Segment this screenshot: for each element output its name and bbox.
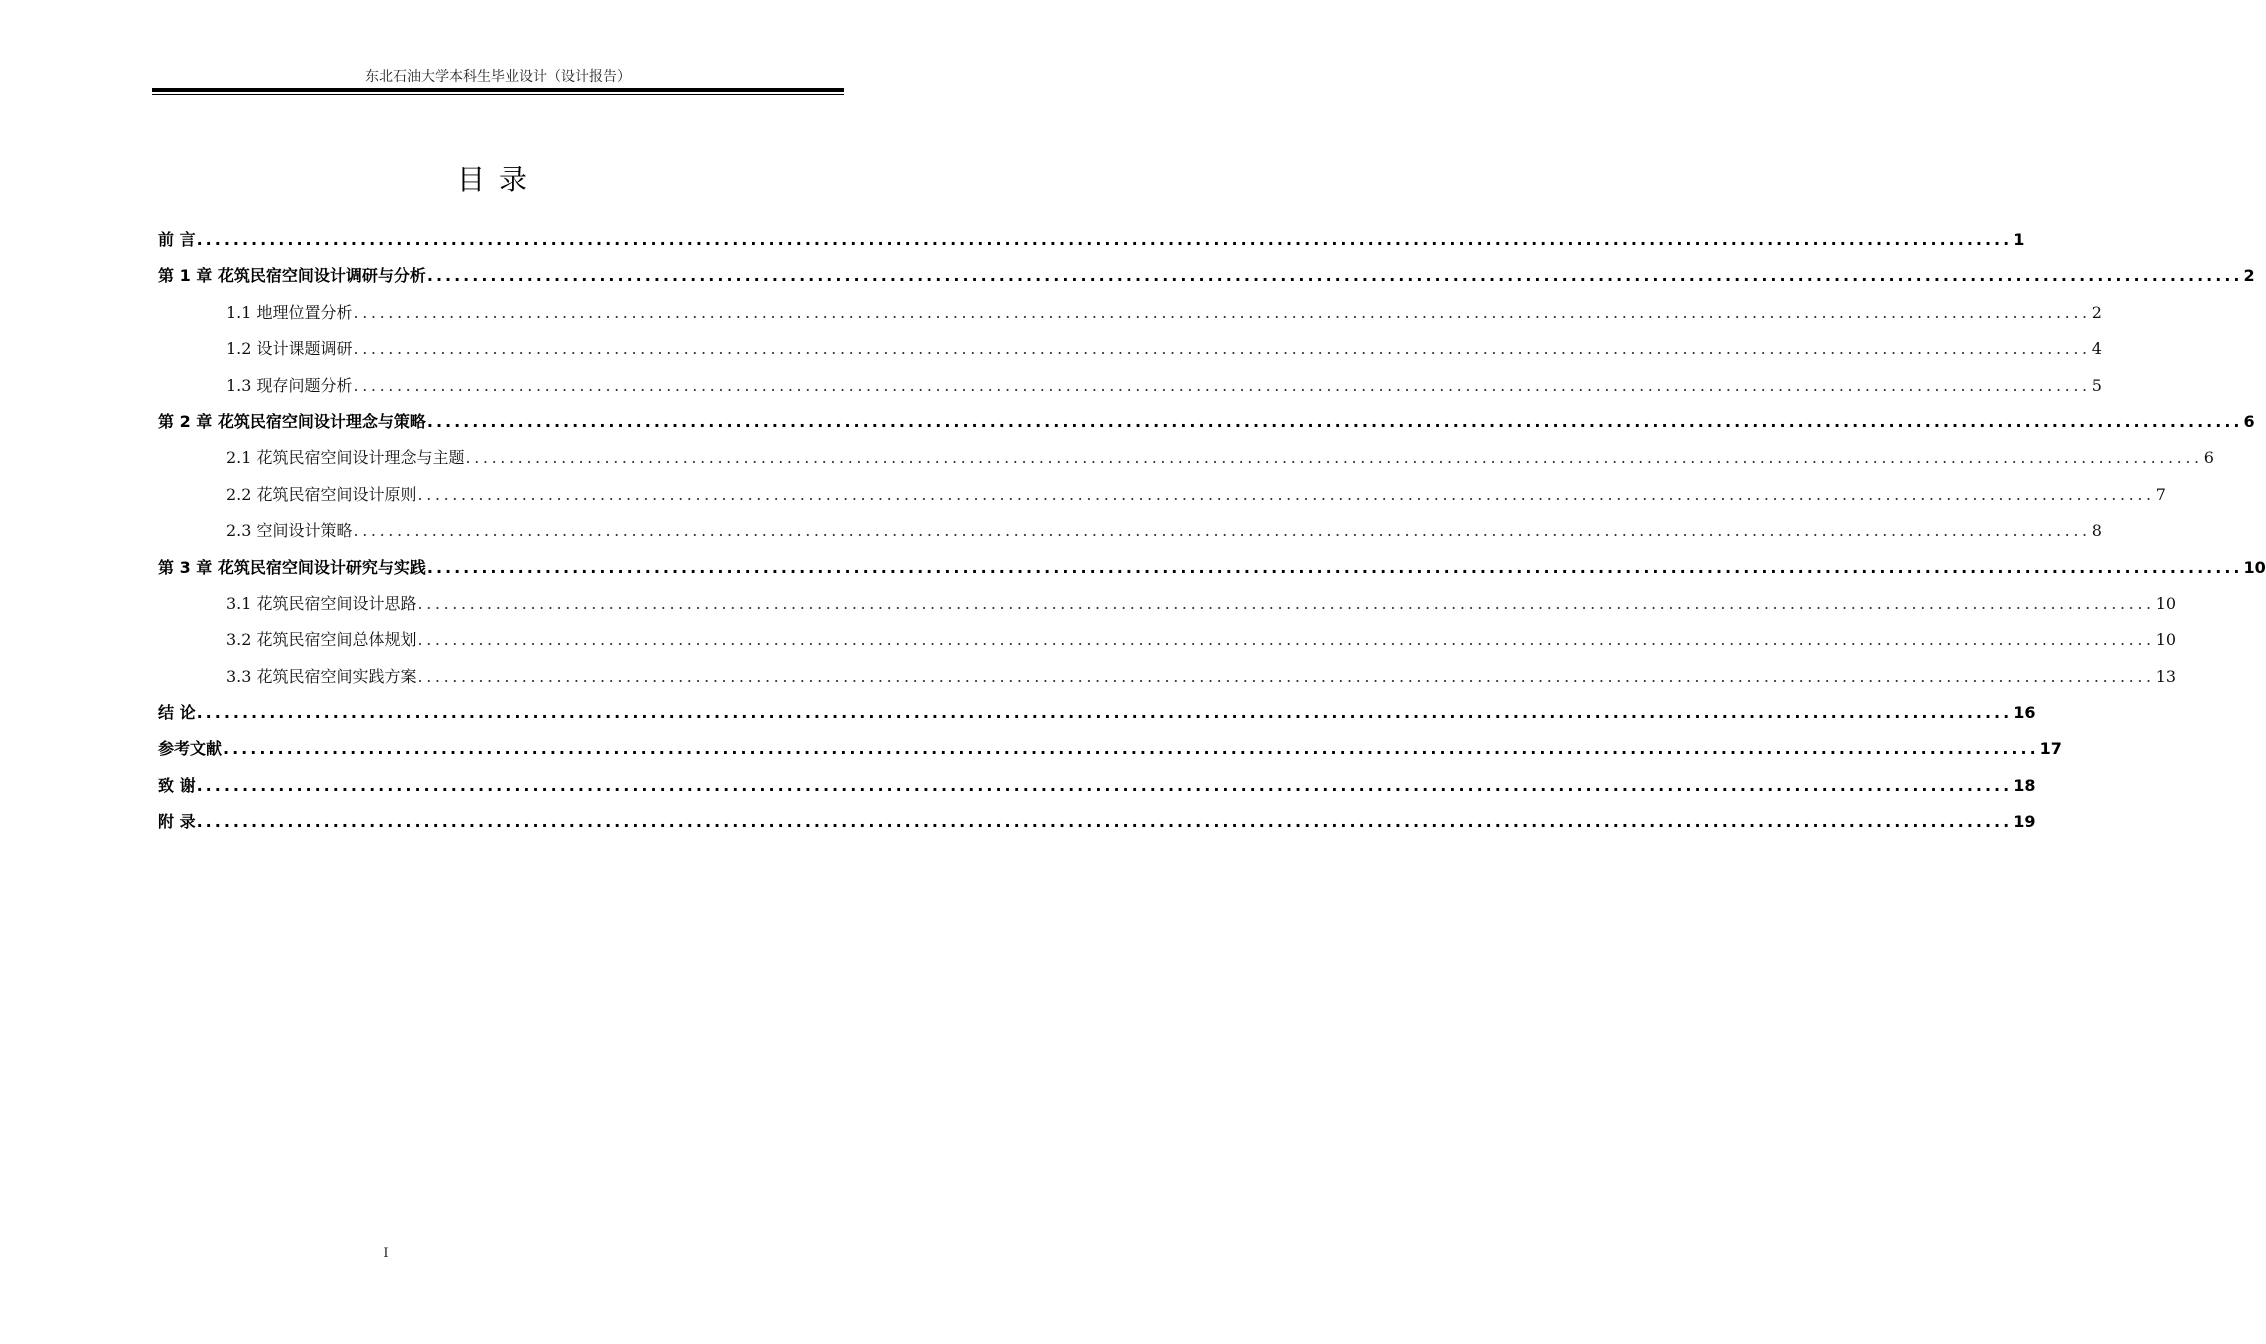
toc-leader-dots: ........................................................................................................................................................................................................ (417, 630, 2155, 650)
toc-leader-dots: ........................................................................................................................................................................................................ (417, 484, 2155, 504)
toc-entry-label: 结 论 (158, 703, 196, 723)
toc-entry-label: 3.2 花筑民宿空间总体规划 (226, 630, 417, 650)
toc-leader-dots: ........................................................................................................................................................................................................ (426, 411, 2243, 431)
toc-entry-page-number: 10 (2243, 557, 2266, 577)
toc-entry-label: 第 3 章 花筑民宿空间设计研究与实践 (158, 557, 426, 577)
header-rule-thick (152, 88, 844, 92)
toc-entry-page-number: 4 (2091, 339, 2102, 359)
toc-leader-dots: ........................................................................................................................................................................................................ (426, 557, 2243, 577)
toc-entry-page-number: 1 (2013, 230, 2025, 249)
toc-entry-label: 2.2 花筑民宿空间设计原则 (226, 484, 417, 504)
toc-leader-dots: ........................................................................................................................................................................................................ (196, 703, 2013, 723)
toc-entry[interactable] (158, 699, 2036, 735)
toc-entry-label: 3.3 花筑民宿空间实践方案 (226, 666, 417, 686)
toc-leader-dots: ........................................................................................................................................................................................................ (353, 302, 2091, 322)
toc-entry-page-number: 13 (2155, 666, 2177, 686)
toc-entry-page-number: 6 (2243, 411, 2255, 431)
toc-entry[interactable] (158, 444, 2214, 480)
toc-entry-page-number: 16 (2013, 703, 2036, 723)
toc-entry-label: 第 2 章 花筑民宿空间设计理念与策略 (158, 411, 426, 431)
toc-entry-label: 参考文献 (158, 739, 223, 759)
toc-entry-page-number: 19 (2013, 812, 2036, 832)
toc-leader-dots: ........................................................................................................................................................................................................ (196, 812, 2013, 832)
toc-entry[interactable] (158, 626, 2177, 662)
toc-entry[interactable] (158, 735, 2062, 771)
toc-leader-dots: ........................................................................................................................................................................................................ (196, 230, 2013, 249)
toc-entry[interactable] (158, 554, 2266, 590)
toc-entry[interactable] (158, 335, 2102, 371)
toc-leader-dots: ........................................................................................................................................................................................................ (465, 448, 2203, 468)
running-header: 东北石油大学本科生毕业设计（设计报告） (365, 69, 631, 85)
toc-leader-dots: ........................................................................................................................................................................................................ (417, 666, 2155, 686)
toc-entry-page-number: 5 (2091, 375, 2102, 395)
toc-entry[interactable] (158, 590, 2177, 626)
toc-leader-dots: ........................................................................................................................................................................................................ (223, 739, 2039, 759)
toc-entry[interactable] (158, 372, 2102, 408)
page-number: I (383, 1246, 389, 1261)
header-rule-thin (152, 94, 844, 95)
toc-entry[interactable] (158, 808, 2036, 844)
toc-leader-dots: ........................................................................................................................................................................................................ (353, 521, 2091, 541)
toc-entry-page-number: 2 (2243, 266, 2255, 286)
toc-leader-dots: ........................................................................................................................................................................................................ (353, 339, 2091, 359)
table-of-contents (158, 226, 2266, 845)
toc-entry-page-number: 2 (2091, 302, 2102, 322)
toc-entry-page-number: 7 (2155, 484, 2166, 504)
toc-entry-label: 3.1 花筑民宿空间设计思路 (226, 593, 417, 613)
toc-entry[interactable] (158, 481, 2166, 517)
toc-entry-label: 2.1 花筑民宿空间设计理念与主题 (226, 448, 465, 468)
toc-entry[interactable] (158, 299, 2102, 335)
toc-entry[interactable] (158, 226, 2025, 262)
toc-entry-label: 致 谢 (158, 775, 196, 795)
toc-entry[interactable] (158, 663, 2177, 699)
toc-entry-page-number: 10 (2155, 593, 2177, 613)
toc-entry-label: 1.2 设计课题调研 (226, 339, 353, 359)
toc-entry-page-number: 18 (2013, 775, 2036, 795)
toc-entry-label: 附 录 (158, 812, 196, 832)
toc-entry-label: 前 言 (158, 230, 196, 249)
toc-entry-page-number: 10 (2155, 630, 2177, 650)
toc-entry-label: 1.1 地理位置分析 (226, 302, 353, 322)
toc-leader-dots: ........................................................................................................................................................................................................ (417, 593, 2155, 613)
toc-leader-dots: ........................................................................................................................................................................................................ (426, 266, 2243, 286)
toc-leader-dots: ........................................................................................................................................................................................................ (196, 775, 2013, 795)
toc-entry[interactable] (158, 517, 2102, 553)
toc-leader-dots: ........................................................................................................................................................................................................ (353, 375, 2091, 395)
toc-entry[interactable] (158, 408, 2255, 444)
toc-entry-label: 1.3 现存问题分析 (226, 375, 353, 395)
page-title: 目录 (456, 163, 541, 196)
toc-entry-page-number: 8 (2091, 521, 2102, 541)
toc-entry[interactable] (158, 262, 2255, 298)
toc-entry-page-number: 6 (2203, 448, 2214, 468)
toc-entry-label: 2.3 空间设计策略 (226, 521, 353, 541)
toc-entry-label: 第 1 章 花筑民宿空间设计调研与分析 (158, 266, 426, 286)
toc-entry-page-number: 17 (2039, 739, 2062, 759)
toc-entry[interactable] (158, 772, 2036, 808)
